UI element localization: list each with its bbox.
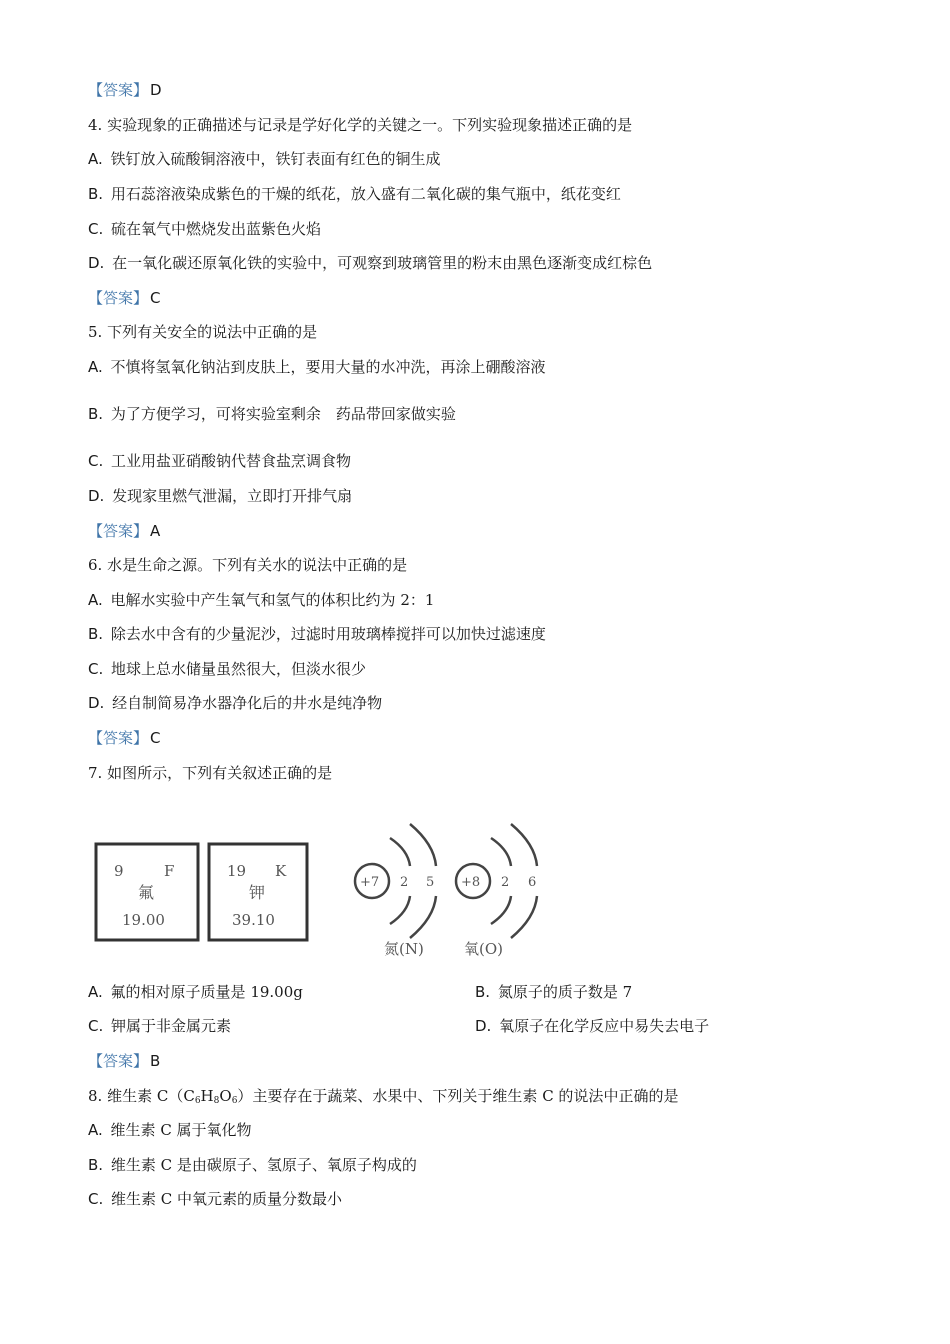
option-label: B. <box>88 405 104 423</box>
nucleus-charge: +7 <box>360 875 380 890</box>
answer-label: 【答案】 <box>88 729 149 747</box>
shell-electrons: 2 <box>501 875 510 890</box>
option-b <box>88 624 546 644</box>
question-stem: 7. 如图所示，下列有关叙述正确的是 <box>88 764 333 782</box>
option-label: B. <box>475 983 491 1001</box>
option-d <box>475 1016 709 1036</box>
answer-line <box>88 288 161 308</box>
option-d <box>88 253 652 273</box>
option-text: 经自制简易净水器净化后的井水是纯净物 <box>112 694 383 712</box>
stem-pre: 8. 维生素 C（C <box>88 1087 195 1105</box>
option-d <box>88 693 382 713</box>
option-a <box>88 1120 252 1140</box>
atomic-mass: 19.00 <box>122 911 165 929</box>
option-label: C. <box>88 220 104 238</box>
option-d <box>88 486 352 506</box>
answer-label: 【答案】 <box>88 81 149 99</box>
option-c <box>88 451 351 471</box>
option-a <box>88 590 434 610</box>
option-text: 不慎将氢氧化钠沾到皮肤上，要用大量的水冲洗，再涂上硼酸溶液 <box>110 358 546 376</box>
question-stem: 4. 实验现象的正确描述与记录是学好化学的关键之一。下列实验现象描述正确的是 <box>88 116 633 134</box>
answer-label: 【答案】 <box>88 522 149 540</box>
option-text: 地球上总水储量虽然很大，但淡水很少 <box>111 660 367 678</box>
element-name: 氟 <box>138 883 155 902</box>
option-label: A. <box>88 150 103 168</box>
option-text: 除去水中含有的少量泥沙，过滤时用玻璃棒搅拌可以加快过滤速度 <box>110 625 546 643</box>
answer-value: A <box>150 522 161 540</box>
atomic-mass: 39.10 <box>232 911 275 929</box>
element-cell-potassium <box>209 844 307 940</box>
shell-electrons: 5 <box>426 875 435 890</box>
option-label: B. <box>88 1156 104 1174</box>
answer-label: 【答案】 <box>88 1052 149 1070</box>
answer-value: C <box>150 729 161 747</box>
option-text: 维生素 C 中氧元素的质量分数最小 <box>111 1190 343 1208</box>
option-c <box>88 1016 231 1036</box>
answer-line <box>88 728 161 748</box>
formula-element: O <box>219 1087 232 1105</box>
formula-subscript: 8 <box>213 1096 220 1106</box>
option-text: 钾属于非金属元素 <box>111 1017 232 1035</box>
option-text: 用石蕊溶液染成紫色的干燥的纸花，放入盛有二氧化碳的集气瓶中，纸花变红 <box>110 185 621 203</box>
option-label: A. <box>88 358 103 376</box>
option-c <box>88 219 321 239</box>
figure-svg <box>92 820 552 965</box>
option-text: 维生素 C 属于氧化物 <box>110 1121 252 1139</box>
element-symbol: K <box>275 862 287 880</box>
nucleus-charge: +8 <box>461 875 481 890</box>
atomic-number: 19 <box>227 862 247 880</box>
option-b <box>88 404 456 424</box>
option-b <box>88 184 621 204</box>
option-b <box>475 982 632 1002</box>
option-c <box>88 1189 342 1209</box>
option-label: A. <box>88 1121 103 1139</box>
option-a <box>88 982 303 1002</box>
option-text: 氟的相对原子质量是 19.00g <box>110 983 303 1001</box>
formula-element: H <box>200 1087 214 1105</box>
option-text: 为了方便学习，可将实验室剩余 药品带回家做实验 <box>110 405 456 423</box>
option-label: C. <box>88 1190 104 1208</box>
answer-label: 【答案】 <box>88 289 149 307</box>
option-label: D. <box>475 1017 492 1035</box>
answer-line <box>88 521 160 541</box>
atomic-number: 9 <box>114 862 124 880</box>
question-stem: 6. 水是生命之源。下列有关水的说法中正确的是 <box>88 556 408 574</box>
option-text: 发现家里燃气泄漏，立即打开排气扇 <box>112 487 353 505</box>
option-text: 硫在氧气中燃烧发出蓝紫色火焰 <box>111 220 322 238</box>
element-cell-fluorine <box>96 844 198 940</box>
shell-electrons: 6 <box>528 875 537 890</box>
periodic-atom-figure <box>92 820 552 965</box>
option-text: 电解水实验中产生氧气和氢气的体积比约为 2：1 <box>110 591 435 609</box>
option-text: 氮原子的质子数是 7 <box>497 983 633 1001</box>
option-label: A. <box>88 983 103 1001</box>
answer-value: C <box>150 289 161 307</box>
option-c <box>88 659 366 679</box>
question-stem <box>88 1086 678 1111</box>
option-text: 在一氧化碳还原氧化铁的实验中，可观察到玻璃管里的粉末由黑色逐渐变成红棕色 <box>112 254 653 272</box>
option-text: 铁钉放入硫酸铜溶液中，铁钉表面有红色的铜生成 <box>110 150 441 168</box>
option-b <box>88 1155 417 1175</box>
atom-structure-nitrogen <box>355 824 436 958</box>
stem-post: ）主要存在于蔬菜、水果中、下列关于维生素 C 的说法中正确的是 <box>237 1087 679 1105</box>
option-text: 工业用盐亚硝酸钠代替食盐烹调食物 <box>111 452 352 470</box>
answer-value: D <box>150 81 162 99</box>
option-label: C. <box>88 660 104 678</box>
option-label: A. <box>88 591 103 609</box>
option-label: C. <box>88 1017 104 1035</box>
option-a <box>88 149 441 169</box>
formula-subscript: 6 <box>194 1096 201 1106</box>
atom-structure-oxygen <box>456 824 537 958</box>
element-name: 钾 <box>249 883 266 902</box>
option-text: 维生素 C 是由碳原子、氢原子、氧原子构成的 <box>110 1156 417 1174</box>
answer-line <box>88 80 162 100</box>
element-symbol: F <box>164 862 175 880</box>
answer-value: B <box>150 1052 161 1070</box>
atom-caption: 氮(N) <box>384 940 424 958</box>
option-text: 氧原子在化学反应中易失去电子 <box>499 1017 710 1035</box>
answer-line <box>88 1051 160 1071</box>
option-label: D. <box>88 254 105 272</box>
shell-electrons: 2 <box>400 875 409 890</box>
option-label: D. <box>88 694 105 712</box>
option-label: B. <box>88 625 104 643</box>
question-stem: 5. 下列有关安全的说法中正确的是 <box>88 323 318 341</box>
option-label: D. <box>88 487 105 505</box>
atom-caption: 氧(O) <box>464 940 504 958</box>
option-a <box>88 357 546 377</box>
formula-subscript: 6 <box>231 1096 238 1106</box>
option-label: C. <box>88 452 104 470</box>
option-label: B. <box>88 185 104 203</box>
